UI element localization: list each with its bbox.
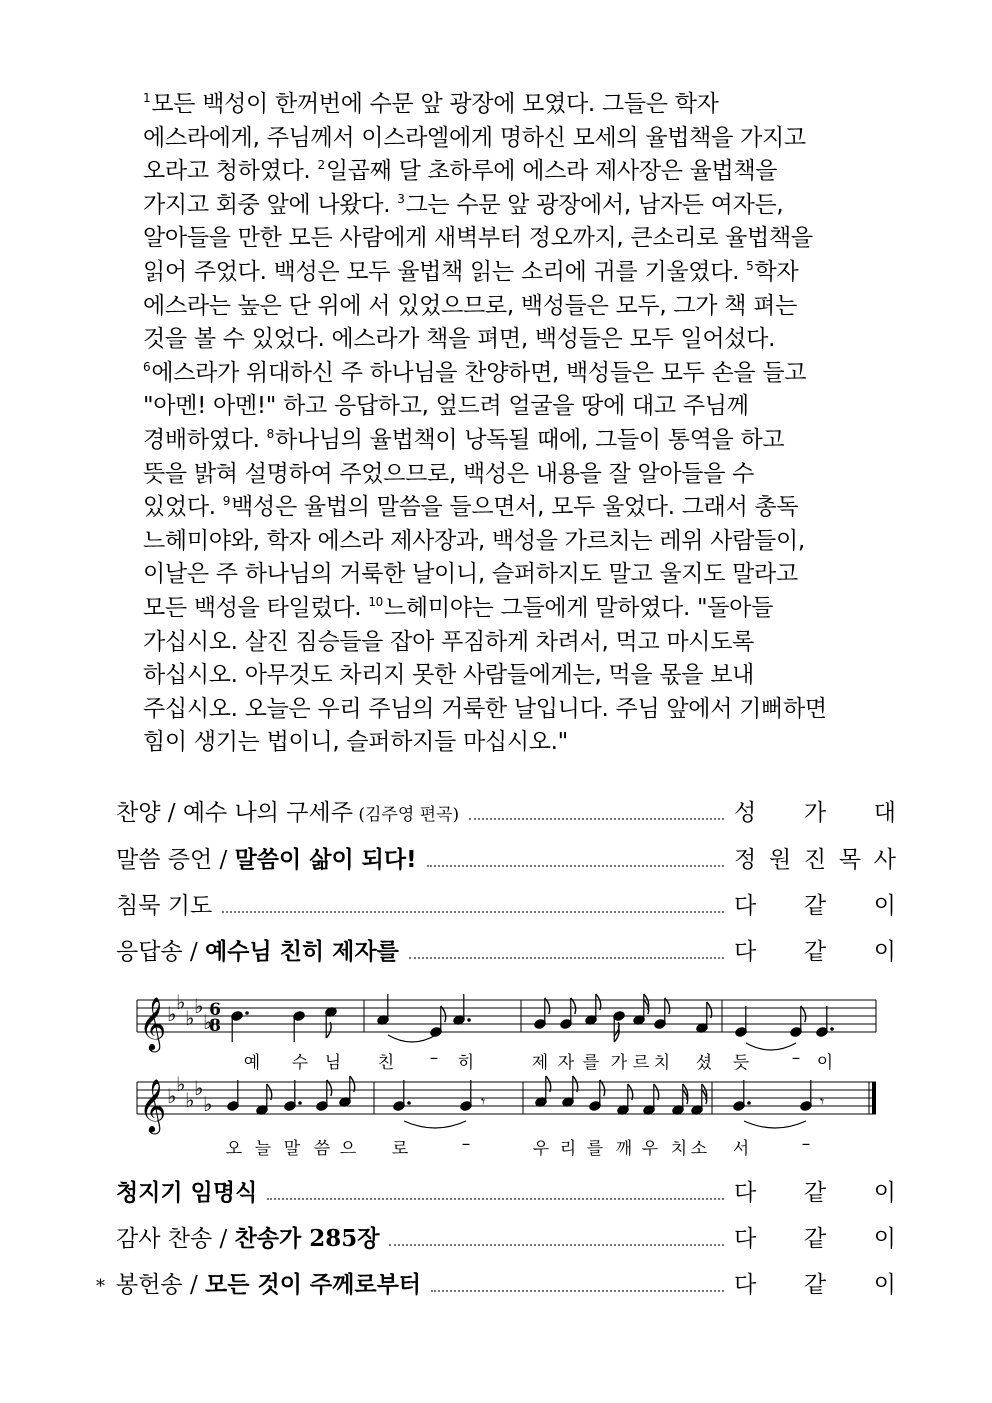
asterisk-mark: * bbox=[96, 1276, 105, 1297]
lyric-syllable: 으 bbox=[339, 1139, 357, 1159]
scripture-text: 있었다. bbox=[143, 494, 223, 521]
lyric-syllable: 셨 bbox=[695, 1053, 713, 1073]
flat-icon: ♭ bbox=[167, 1084, 177, 1108]
flat-icon: ♭ bbox=[185, 1088, 195, 1112]
lyric-syllable: 히 bbox=[457, 1053, 475, 1073]
lyric-syllable: 제 bbox=[531, 1053, 549, 1073]
lyric-syllable: – bbox=[429, 1048, 439, 1068]
order-item-title: 예수님 친히 제자를 bbox=[205, 938, 399, 965]
lyric-syllable: 자 bbox=[557, 1053, 575, 1073]
lyric-syllable: – bbox=[791, 1048, 801, 1068]
leader-char: 같 bbox=[803, 1180, 827, 1206]
time-signature-bottom: 8 bbox=[209, 1016, 221, 1036]
scripture-text: 하나님의 율법책이 낭독될 때에, 그들이 통역을 하고 bbox=[274, 426, 785, 453]
verse-number: 1 bbox=[143, 91, 151, 105]
lyric-syllable: 님 bbox=[324, 1053, 342, 1073]
note-dot bbox=[830, 1027, 834, 1031]
scripture-text: 그는 수문 앞 광장에서, 남자든 여자든, bbox=[405, 191, 784, 218]
flat-icon: ♭ bbox=[203, 1010, 213, 1034]
lyric-syllable: 예 bbox=[243, 1053, 261, 1073]
lyric-syllable: 우 bbox=[641, 1139, 659, 1159]
leader-char: 이 bbox=[873, 1226, 896, 1252]
treble-clef-icon: 𝄞 bbox=[139, 996, 167, 1050]
scripture-text: 모든 백성을 타일렀다. bbox=[143, 594, 369, 621]
verse-number: 8 bbox=[266, 426, 274, 441]
lyric-syllable: 이 bbox=[816, 1053, 834, 1073]
scripture-text: 읽어 주었다. 백성은 모두 율법책 읽는 소리에 귀를 기울였다. bbox=[143, 258, 747, 285]
leader-char: 정 bbox=[734, 847, 757, 873]
lyric-syllable: 깨 bbox=[615, 1139, 633, 1159]
order-item-category: 침묵 기도 bbox=[116, 893, 213, 919]
scripture-text: 에스라에게, 주님께서 이스라엘에게 명하신 모세의 율법책을 가지고 bbox=[143, 124, 806, 151]
eighth-rest-icon: 𝄾 bbox=[820, 1092, 825, 1111]
leader-char: 이 bbox=[873, 1180, 896, 1206]
tie-slur bbox=[746, 1043, 796, 1050]
verse-number: 9 bbox=[222, 494, 231, 509]
note-dot bbox=[298, 1101, 302, 1105]
lyric-syllable: 로 bbox=[391, 1139, 409, 1159]
scripture-text: "아멘! 아멘!" 하고 응답하고, 엎드려 얼굴을 땅에 대고 주님께 bbox=[143, 393, 749, 420]
treble-clef-icon: 𝄞 bbox=[139, 1078, 167, 1132]
leader-char: 다 bbox=[734, 893, 757, 919]
tie-slur bbox=[744, 1121, 806, 1128]
tie-slur bbox=[404, 1121, 466, 1128]
scripture-text: 주십시오. 오늘은 우리 주님의 거룩한 날입니다. 주님 앞에서 기뻐하면 bbox=[143, 695, 827, 722]
leader-char: 같 bbox=[803, 1272, 827, 1298]
order-item-title: 찬송가 285장 bbox=[234, 1225, 380, 1252]
verse-number: 6 bbox=[143, 359, 151, 374]
lyric-syllable: – bbox=[801, 1134, 811, 1154]
scripture-text: 오라고 청하였다. bbox=[143, 158, 318, 185]
scripture-text: 느헤미야는 그들에게 말하였다. "돌아들 bbox=[383, 594, 773, 621]
lyric-syllable: 르 bbox=[632, 1053, 650, 1073]
lyric-syllable: 치 bbox=[670, 1139, 688, 1159]
lyric-syllable: 수 bbox=[291, 1053, 309, 1073]
flat-icon: ♭ bbox=[203, 1092, 213, 1116]
lyric-syllable: 오 bbox=[225, 1139, 243, 1159]
lyric-syllable: 우 bbox=[532, 1139, 550, 1159]
scripture-text: 학자 bbox=[754, 258, 799, 285]
verse-number: 10 bbox=[368, 594, 383, 609]
leader-char: 성 bbox=[734, 800, 757, 826]
lyric-syllable: 가 bbox=[610, 1053, 628, 1073]
flat-icon: ♭ bbox=[176, 990, 186, 1014]
flat-icon: ♭ bbox=[167, 1002, 177, 1026]
scripture-text: 뜻을 밝혀 설명하여 주었으므로, 백성은 내용을 잘 알아들을 수 bbox=[143, 460, 755, 487]
leader-char: 이 bbox=[873, 939, 896, 965]
final-barline bbox=[872, 1082, 876, 1114]
scripture-text: 경배하였다. bbox=[143, 426, 267, 453]
tie-slur bbox=[388, 1035, 436, 1042]
leader-char: 다 bbox=[734, 1226, 757, 1252]
lyric-syllable: 서 bbox=[732, 1139, 750, 1159]
lyric-syllable: 치 bbox=[653, 1053, 671, 1073]
scripture-text: 에스라가 위대하신 주 하나님을 찬양하면, 백성들은 모두 손을 들고 bbox=[151, 359, 807, 386]
lyric-syllable: 늘 bbox=[254, 1139, 272, 1159]
lyric-syllable: 를 bbox=[586, 1139, 604, 1159]
time-signature-top: 6 bbox=[209, 1000, 221, 1020]
order-item-category: 말씀 증언 / bbox=[116, 847, 235, 873]
lyric-syllable: 소 bbox=[690, 1139, 708, 1159]
lyric-syllable: 친 bbox=[377, 1053, 395, 1073]
note-dot bbox=[467, 1018, 471, 1022]
lyric-syllable: 를 bbox=[582, 1053, 600, 1073]
scripture-text: 가십시오. 살진 짐승들을 잡아 푸짐하게 차려서, 먹고 마시도록 bbox=[143, 628, 755, 655]
order-item-category: 찬양 / bbox=[116, 800, 183, 826]
leader-char: 진 bbox=[803, 847, 827, 873]
eighth-rest-icon: 𝄾 bbox=[481, 1092, 486, 1111]
order-item-title: 청지기 임명식 bbox=[116, 1179, 258, 1206]
scripture-text: 가지고 회중 앞에 나왔다. bbox=[143, 191, 398, 218]
verse-number: 5 bbox=[746, 258, 754, 273]
lyric-syllable: 씀 bbox=[313, 1139, 331, 1159]
flat-icon: ♭ bbox=[194, 1076, 204, 1100]
leader-char: 같 bbox=[803, 939, 827, 965]
verse-number: 3 bbox=[397, 191, 405, 206]
scripture-text: 일곱째 달 초하루에 에스라 제사장은 율법책을 bbox=[325, 158, 778, 185]
order-item-title: 모든 것이 주께로부터 bbox=[205, 1271, 422, 1298]
note-dot bbox=[747, 1101, 751, 1105]
scripture-text: 백성은 율법의 말씀을 들으면서, 모두 울었다. 그래서 총독 bbox=[231, 494, 799, 521]
flat-icon: ♭ bbox=[194, 994, 204, 1018]
order-item-category: 봉헌송 / bbox=[116, 1272, 206, 1298]
scripture-text: 힘이 생기는 법이니, 슬퍼하지들 마십시오." bbox=[143, 729, 568, 756]
leader-char: 다 bbox=[734, 1180, 757, 1206]
note-dot bbox=[407, 1101, 411, 1105]
flat-icon: ♭ bbox=[176, 1072, 186, 1096]
order-item-title: 예수 나의 구세주 bbox=[182, 800, 353, 826]
leader-char: 원 bbox=[768, 847, 792, 873]
verse-number: 2 bbox=[317, 158, 325, 173]
order-item-category: 응답송 / bbox=[116, 939, 206, 965]
leader-char: 대 bbox=[873, 800, 896, 826]
lyric-syllable: 리 bbox=[559, 1139, 577, 1159]
scripture-text: 하십시오. 아무것도 차리지 못한 사람들에게는, 먹을 몫을 보내 bbox=[143, 662, 755, 689]
lyric-syllable: 말 bbox=[283, 1139, 301, 1159]
scripture-text: 느헤미야와, 학자 에스라 제사장과, 백성을 가르치는 레위 사람들이, bbox=[143, 527, 805, 554]
leader-char: 같 bbox=[803, 893, 827, 919]
scripture-text: 것을 볼 수 있었다. 에스라가 책을 펴면, 백성들은 모두 일어섰다. bbox=[143, 326, 776, 353]
scripture-text: 이날은 주 하나님의 거룩한 날이니, 슬퍼하지도 말고 울지도 말라고 bbox=[143, 561, 798, 588]
lyric-syllable: – bbox=[461, 1134, 471, 1154]
lyric-syllable: 듯 bbox=[732, 1053, 750, 1073]
leader-char: 사 bbox=[873, 847, 896, 873]
leader-char: 이 bbox=[873, 1272, 896, 1298]
scripture-text: 알아들을 만한 모든 사람에게 새벽부터 정오까지, 큰소리로 율법책을 bbox=[143, 225, 813, 252]
leader-char: 목 bbox=[838, 847, 862, 873]
flat-icon: ♭ bbox=[185, 1006, 195, 1030]
scripture-text: 에스라는 높은 단 위에 서 있었으므로, 백성들은 모두, 그가 책 펴는 bbox=[143, 292, 798, 319]
scripture-text: 모든 백성이 한꺼번에 수문 앞 광장에 모였다. 그들은 학자 bbox=[151, 91, 719, 117]
leader-char: 다 bbox=[734, 1272, 757, 1298]
leader-char: 같 bbox=[803, 1226, 827, 1252]
order-item-category: 감사 찬송 / bbox=[116, 1226, 235, 1252]
leader-char: 가 bbox=[803, 800, 827, 826]
leader-char: 다 bbox=[734, 939, 757, 965]
leader-char: 이 bbox=[873, 893, 896, 919]
note-dot bbox=[245, 1011, 249, 1015]
order-item-title: 말씀이 삶이 되다! bbox=[234, 847, 417, 873]
order-item-note: (김주영 편곡) bbox=[352, 805, 460, 825]
